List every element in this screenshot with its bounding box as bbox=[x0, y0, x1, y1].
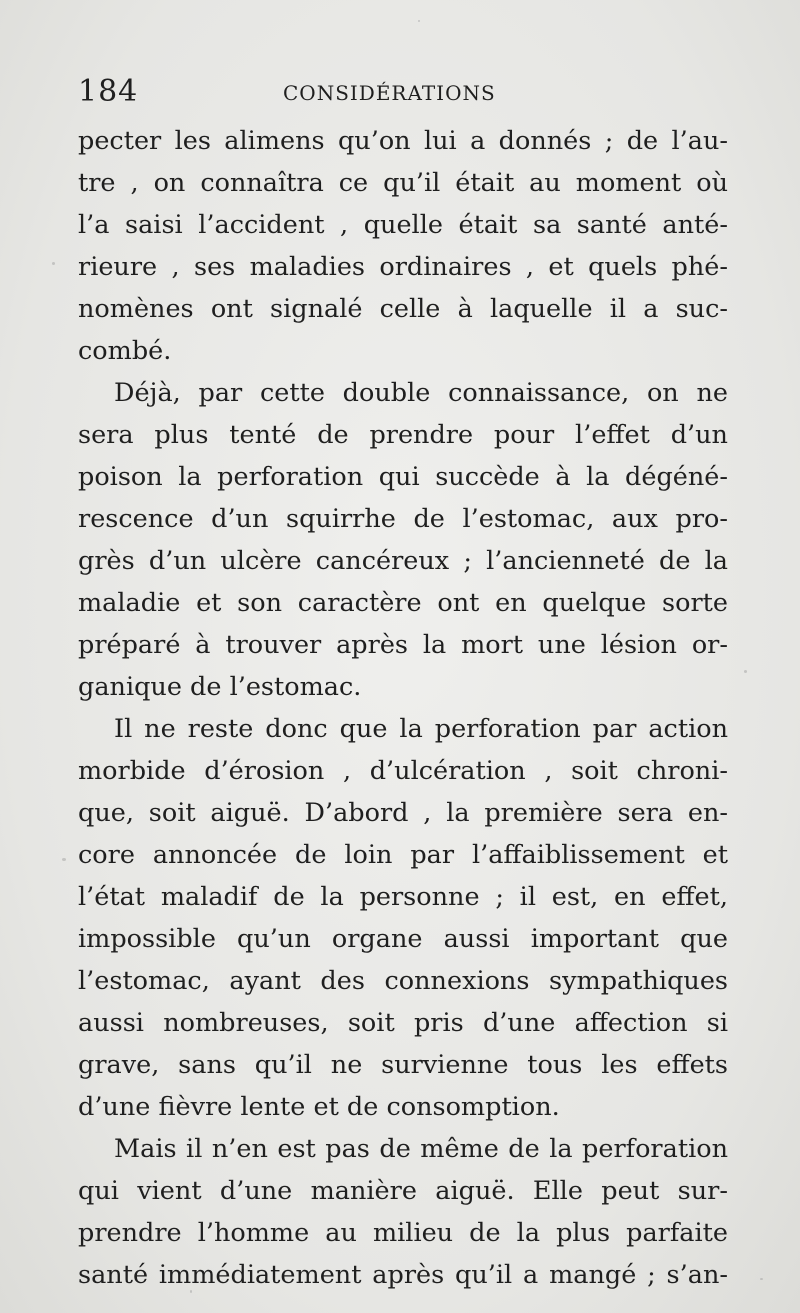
text-line: d’une fièvre lente et de consomption. bbox=[78, 1092, 560, 1122]
text-line: impossible qu’un organe aussi important que bbox=[78, 924, 728, 954]
paragraph-4 bbox=[78, 1128, 728, 1296]
text-line: core annoncée de loin par l’affaiblissement et bbox=[78, 840, 728, 870]
text-line: que, soit aiguë. D’abord , la première sera en- bbox=[78, 798, 728, 828]
text-line: pecter les alimens qu’on lui a donnés ; de l’au- bbox=[78, 126, 728, 156]
text-line: préparé à trouver après la mort une lésion or- bbox=[78, 630, 728, 660]
text-line: sera plus tenté de prendre pour l’effet d’un bbox=[78, 420, 728, 450]
text-line: qui vient d’une manière aiguë. Elle peut sur- bbox=[78, 1176, 728, 1206]
text-line: aussi nombreuses, soit pris d’une affection si bbox=[78, 1008, 728, 1038]
text-line: combé. bbox=[78, 336, 172, 366]
paper-speck bbox=[190, 1290, 192, 1293]
page-number: 184 bbox=[78, 74, 139, 109]
text-line: l’a saisi l’accident , quelle était sa santé anté- bbox=[78, 210, 728, 240]
body-text bbox=[78, 120, 728, 1296]
text-line: grès d’un ulcère cancéreux ; l’ancienneté de la bbox=[78, 546, 728, 576]
text-line: grave, sans qu’il ne survienne tous les effets bbox=[78, 1050, 728, 1080]
running-head: CONSIDÉRATIONS bbox=[283, 81, 496, 105]
page-header bbox=[78, 72, 728, 112]
paragraph-2 bbox=[78, 372, 728, 708]
text-line: prendre l’homme au milieu de la plus parfaite bbox=[78, 1218, 728, 1248]
text-line: Mais il n’en est pas de même de la perforation bbox=[114, 1134, 728, 1164]
paper-speck bbox=[418, 20, 420, 22]
paper-speck bbox=[744, 670, 747, 673]
text-line: maladie et son caractère ont en quelque sorte bbox=[78, 588, 728, 618]
text-line: l’état maladif de la personne ; il est, en effet, bbox=[78, 882, 728, 912]
text-line: tre , on connaîtra ce qu’il était au moment où bbox=[78, 168, 728, 198]
text-line: morbide d’érosion , d’ulcération , soit chroni- bbox=[78, 756, 728, 786]
text-line: l’estomac, ayant des connexions sympathiques bbox=[78, 966, 728, 996]
text-line: santé immédiatement après qu’il a mangé ; s’an- bbox=[78, 1260, 728, 1290]
paragraph-1 bbox=[78, 120, 728, 372]
paper-speck bbox=[62, 858, 66, 861]
text-line: Il ne reste donc que la perforation par action bbox=[114, 714, 728, 744]
text-line: rieure , ses maladies ordinaires , et quels phé- bbox=[78, 252, 728, 282]
text-line: Déjà, par cette double connaissance, on ne bbox=[114, 378, 728, 408]
paper-speck bbox=[760, 1278, 763, 1280]
text-line: poison la perforation qui succède à la dégéné- bbox=[78, 462, 728, 492]
text-line: rescence d’un squirrhe de l’estomac, aux pro- bbox=[78, 504, 728, 534]
paragraph-3 bbox=[78, 708, 728, 1128]
text-line: nomènes ont signalé celle à laquelle il a suc- bbox=[78, 294, 728, 324]
paper-speck bbox=[52, 262, 55, 265]
text-line: ganique de l’estomac. bbox=[78, 672, 362, 702]
